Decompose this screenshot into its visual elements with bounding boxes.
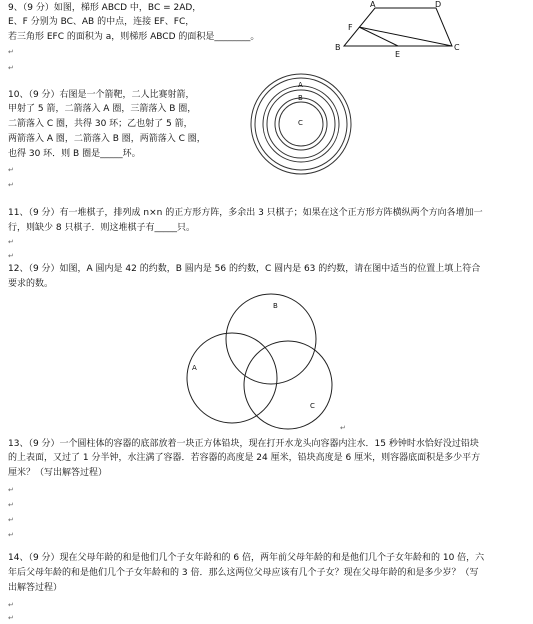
q10-line-4: 两箭落入 A 圈，二箭落入 B 圈，两箭落入 C 圈，: [8, 134, 206, 144]
label-b: B: [335, 43, 341, 52]
paragraph-mark: ↵: [8, 614, 14, 622]
label-b: B: [298, 94, 303, 102]
label-c: C: [298, 119, 303, 127]
label-a: A: [192, 364, 197, 372]
target-figure: [250, 68, 352, 180]
paragraph-mark: ↵: [8, 531, 14, 539]
q13-line-2: 的上表面，又过了 1 分半钟，水注满了容器．若容器的高度是 24 厘米，铅块高度是 6 厘米，则容器底面积是多少平方: [8, 453, 481, 463]
q9-line-2: E、F 分别为 BC、AB 的中点，连接 EF、FC，: [8, 17, 195, 27]
segment-ef: [359, 27, 398, 46]
label-a: A: [370, 0, 376, 9]
label-e: E: [395, 50, 401, 59]
venn-figure: [185, 290, 340, 430]
trapezoid-figure: [330, 0, 465, 60]
q11-line-1: 11、（9 分）有一堆棋子，排列成 n×n 的正方形方阵，多余出 3 只棋子；如果在这个正方形方阵横纵两个方向各增加一: [8, 208, 483, 218]
paragraph-mark: ↵: [8, 181, 14, 189]
q10-line-3: 二箭落入 C 圈，共得 30 环；乙也射了 5 箭，: [8, 119, 193, 129]
label-a: A: [298, 81, 303, 89]
q9-line-3: 若三角形 EFC 的面积为 a，则梯形 ABCD 的面积是________。: [8, 32, 260, 42]
paragraph-mark: ↵: [8, 501, 14, 509]
q12-line-1: 12、（9 分）如图，A 圆内是 42 的约数，B 圆内是 56 的约数，C 圆内是 63 的约数，请在图中适当的位置上填上符合: [8, 264, 481, 274]
paragraph-mark: ↵: [8, 601, 14, 609]
label-c: C: [454, 43, 460, 52]
paragraph-mark: ↵: [8, 48, 14, 56]
circle-a: [187, 333, 277, 423]
paragraph-mark: ↵: [340, 424, 346, 432]
q10-line-1: 10、（9 分）右图是一个箭靶，二人比赛射箭，: [8, 90, 195, 100]
q13-line-3: 厘米？（写出解答过程）: [8, 468, 108, 478]
label-b: B: [273, 302, 278, 310]
q14-line-1: 14、（9 分）现在父母年龄的和是他们几个子女年龄和的 6 倍，两年前父母年龄的和是他们几个子女年龄和的 10 倍，六: [8, 553, 485, 563]
paragraph-mark: ↵: [8, 486, 14, 494]
q12-line-2: 要求的数。: [8, 279, 54, 289]
q10-line-5: 也得 30 环．则 B 圈是_____环。: [8, 149, 141, 159]
circle-b: [226, 294, 316, 384]
q14-line-2: 年后父母年龄的和是他们几个子女年龄和的 3 倍．那么这两位父母应该有几个子女？现在父母年龄的和是多少岁？（写: [8, 568, 479, 578]
paragraph-mark: ↵: [8, 64, 14, 72]
label-f: F: [348, 23, 353, 32]
q14-line-3: 出解答过程）: [8, 583, 63, 593]
q10-line-2: 甲射了 5 箭，二箭落入 A 圈，三箭落入 B 圈，: [8, 104, 197, 114]
paragraph-mark: ↵: [8, 238, 14, 246]
q9-line-1: 9、（9 分）如图，梯形 ABCD 中，BC = 2AD，: [8, 3, 202, 13]
segment-fc: [359, 27, 452, 46]
circle-c: [244, 341, 332, 429]
q11-line-2: 行，则缺少 8 只棋子．则这堆棋子有_____只。: [8, 223, 195, 233]
label-d: D: [435, 0, 442, 9]
paragraph-mark: ↵: [8, 516, 14, 524]
label-c: C: [310, 402, 315, 410]
q13-line-1: 13、（9 分）一个圆柱体的容器的底部放着一块正方体铅块，现在打开水龙头向容器内注水．15 秒钟时水恰好没过铅块: [8, 439, 479, 449]
paragraph-mark: ↵: [8, 166, 14, 174]
paragraph-mark: ↵: [8, 252, 14, 260]
